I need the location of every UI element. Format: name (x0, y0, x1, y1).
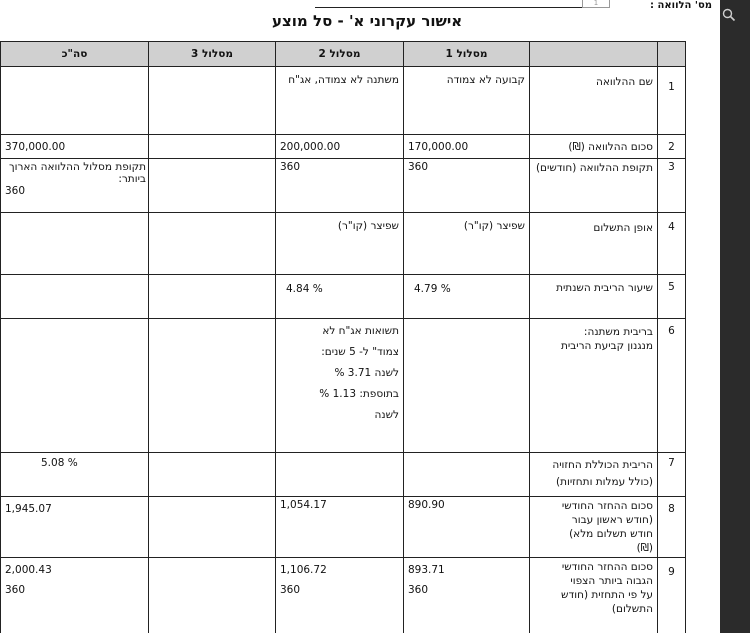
row-label: סכום ההלוואה (₪) (530, 135, 658, 159)
track-2-max-payment: 1,106.72 (280, 564, 327, 576)
total-cell (1, 275, 149, 319)
track-1-cell: 4.79 % (404, 275, 530, 319)
total-cell (1, 319, 149, 453)
index-period-text: צמוד" ל- 5 שנים: (321, 346, 399, 358)
track-3-cell (149, 213, 276, 275)
loan-number-underline (315, 7, 610, 8)
total-cell (1, 558, 149, 633)
table-row (1, 275, 686, 319)
total-max-month: 360 (5, 584, 26, 596)
row-number: 2 (658, 135, 686, 159)
table-row (1, 159, 686, 213)
row-label: סכום ההחזר החודשי הגבוה ביותר הצפוי על פי התחזית (חודש התשלום) (530, 558, 658, 633)
index-rate-text: לשנה 3.71 % (334, 367, 399, 379)
track-3-cell (149, 558, 276, 633)
track-2-cell (276, 453, 404, 497)
track-2-cell (276, 319, 404, 453)
row-label: בריבית משתנה: מנגנון קביעת הריבית (530, 319, 658, 453)
track-2-cell (276, 558, 404, 633)
header-cell-label (530, 42, 658, 67)
track-3-cell (149, 497, 276, 558)
track-1-max-month: 360 (408, 584, 429, 596)
track-2-cell: משתנה לא צמודה, אג"ח (276, 67, 404, 135)
table-row (1, 497, 686, 558)
search-icon[interactable] (722, 8, 736, 22)
track-1-max-payment: 893.71 (408, 564, 445, 576)
row-number: 9 (658, 558, 686, 633)
margin-text: בתוספת: 1.13 % (319, 388, 399, 400)
track-2-cell: 360 (276, 159, 404, 213)
track-1-cell (404, 319, 530, 453)
track-2-cell: שפיצר (קו"ר) (276, 213, 404, 275)
total-cell (1, 67, 149, 135)
loan-number-label: מס' הלוואה : (650, 0, 712, 11)
track-3-cell (149, 159, 276, 213)
header-cell-total: סה"כ (1, 42, 149, 67)
total-cell: 1,945.07 (1, 497, 149, 558)
header-cell-no (658, 42, 686, 67)
total-cell (1, 159, 149, 213)
track-1-cell: שפיצר (קו"ר) (404, 213, 530, 275)
margin-period-text: לשנה (374, 409, 399, 421)
track-2-cell: 4.84 % (276, 275, 404, 319)
total-longest-period-label: תקופת מסלול ההלוואה הארוך ביותר: (8, 161, 146, 185)
index-base-text: תשואות אג"ח לא (322, 325, 399, 337)
track-1-cell: קבועה לא צמודה (404, 67, 530, 135)
table-row (1, 135, 686, 159)
row-label: שיעור הריבית השנתית (530, 275, 658, 319)
total-cell (1, 213, 149, 275)
document-title: אישור עקרוני א' - סל מוצע (272, 12, 463, 30)
row-number: 5 (658, 275, 686, 319)
track-1-cell (404, 558, 530, 633)
row-number: 6 (658, 319, 686, 453)
track-2-cell: 200,000.00 (276, 135, 404, 159)
header-cell-track-2: מסלול 2 (276, 42, 404, 67)
track-3-cell (149, 135, 276, 159)
loan-approval-table (0, 41, 686, 633)
row-number: 4 (658, 213, 686, 275)
row-label: הריבית הכוללת החזויה (כולל עמלות ותחזיות) (530, 453, 658, 497)
header-cell-track-3: מסלול 3 (149, 42, 276, 67)
track-1-cell: 890.90 (404, 497, 530, 558)
row-label: סכום ההחזר החודשי (חודש ראשון עבור חודש תשלום מלא) (₪) (530, 497, 658, 558)
track-1-cell: 170,000.00 (404, 135, 530, 159)
total-cell: 5.08 % (1, 453, 149, 497)
total-max-payment: 2,000.43 (5, 564, 52, 576)
row-label: שם ההלוואה (530, 67, 658, 135)
row-number: 8 (658, 497, 686, 558)
row-label: אופן התשלום (530, 213, 658, 275)
table-row (1, 67, 686, 135)
row-number: 7 (658, 453, 686, 497)
row-number: 1 (658, 67, 686, 135)
track-2-cell: 1,054.17 (276, 497, 404, 558)
table-header-row (1, 42, 686, 67)
track-1-cell: 360 (404, 159, 530, 213)
table-row (1, 558, 686, 633)
track-3-cell (149, 453, 276, 497)
track-3-cell (149, 275, 276, 319)
header-cell-track-1: מסלול 1 (404, 42, 530, 67)
total-cell: 370,000.00 (1, 135, 149, 159)
row-label: תקופת ההלוואה (חודשים) (530, 159, 658, 213)
side-panel (720, 0, 750, 633)
track-3-cell (149, 67, 276, 135)
row-number: 3 (658, 159, 686, 213)
table-row (1, 453, 686, 497)
total-longest-period-value: 360 (5, 185, 26, 197)
track-3-cell (149, 319, 276, 453)
track-1-cell (404, 453, 530, 497)
loan-number-value: 1 (582, 0, 610, 8)
table-row (1, 319, 686, 453)
track-2-max-month: 360 (280, 584, 301, 596)
table-row (1, 213, 686, 275)
